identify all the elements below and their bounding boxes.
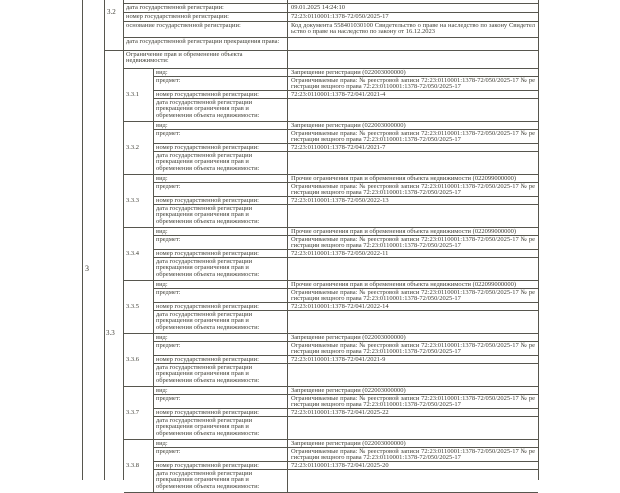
- row-label: предмет:: [154, 395, 288, 408]
- row-value: Ограничиваемые права: № реестровой записи 72:23:0110001:1378-72/050/2025-17 № регистрации вещного права 72:23:0110001:1378-72/050/2025-17: [291, 395, 535, 409]
- row-value: Ограничиваемые права: № реестровой записи 72:23:0110001:1378-72/050/2025-17 № регистрации вещного права 72:23:0110001:1378-72/050/2025-17: [291, 77, 535, 91]
- row-label: дата государственной регистрации прекращения ограничения прав и обременения объекта недвижимости:: [154, 205, 288, 227]
- row-label: предмет:: [154, 448, 288, 461]
- row-label: вид:: [154, 122, 288, 129]
- table-row-predmet: [154, 342, 538, 356]
- row-value: Ограничиваемые права: № реестровой записи 72:23:0110001:1378-72/050/2025-17 № регистрации вещного права 72:23:0110001:1378-72/050/2025-17: [291, 236, 535, 250]
- table-row-reg-number: [154, 356, 538, 364]
- row-value: Ограничиваемые права: № реестровой записи 72:23:0110001:1378-72/050/2025-17 № регистрации вещного права 72:23:0110001:1378-72/050/2025-17: [291, 183, 535, 197]
- row-value: 72:23:0110001:1378-72/050/2022-13: [291, 197, 389, 204]
- table-row-termination: [154, 205, 538, 227]
- row-label: номер государственной регистрации:: [154, 409, 288, 416]
- table-row-termination: [154, 258, 538, 280]
- restriction-block: [124, 175, 538, 228]
- table-row-reg-termination: [124, 38, 538, 51]
- row-label: дата государственной регистрации прекращения ограничения прав и обременения объекта недвижимости:: [154, 311, 288, 333]
- row-label: вид:: [154, 281, 288, 288]
- row-label: номер государственной регистрации:: [154, 462, 288, 469]
- table-row-predmet: [154, 448, 538, 462]
- row-label: предмет:: [154, 236, 288, 249]
- row-value: Ограничиваемые права: № реестровой записи 72:23:0110001:1378-72/050/2025-17 № регистрации вещного права 72:23:0110001:1378-72/050/2025-17: [291, 342, 535, 356]
- row-label: предмет:: [154, 342, 288, 355]
- row-label: предмет:: [154, 77, 288, 90]
- row-label: дата государственной регистрации прекращения ограничения прав и обременения объекта недвижимости:: [154, 470, 288, 492]
- row-value: Запрещение регистрации (022003000000): [291, 69, 406, 76]
- table-row-reg-number: [154, 91, 538, 99]
- table-row-predmet: [154, 236, 538, 250]
- table-row-vid: [154, 334, 538, 342]
- row-label: дата государственной регистрации:: [124, 4, 288, 12]
- subsection-3-3-number: 3.3: [106, 329, 115, 337]
- subsection-3-2-cell: [105, 0, 123, 51]
- row-label: основание государственной регистрации:: [124, 22, 288, 37]
- table-row-termination: [154, 152, 538, 174]
- row-value: 72:23:0110001:1378-72/050/2025-17: [291, 13, 389, 20]
- row-label: вид:: [154, 175, 288, 182]
- table-body: [124, 0, 538, 490]
- block-number: 3.3.4: [124, 228, 154, 280]
- row-label: дата государственной регистрации прекращения ограничения прав и обременения объекта недвижимости:: [154, 364, 288, 386]
- table-row-vid: [154, 228, 538, 236]
- table-row-termination: [154, 417, 538, 439]
- row-label: дата государственной регистрации прекращения ограничения прав и обременения объекта недвижимости:: [154, 417, 288, 439]
- table-row-reg-number: [154, 144, 538, 152]
- row-label: предмет:: [154, 289, 288, 302]
- row-value: [288, 364, 538, 386]
- row-value: 72:23:0110001:1378-72/041/2021-9: [291, 356, 386, 363]
- table-row-termination: [154, 311, 538, 333]
- restriction-block: [124, 440, 538, 493]
- table-row-vid: [154, 175, 538, 183]
- row-value: Прочие ограничения прав и обременения объекта недвижимости (022099000000): [291, 228, 516, 235]
- row-value: 72:23:0110001:1378-72/041/2021-7: [291, 144, 386, 151]
- table-row-termination: [154, 99, 538, 121]
- row-value: [288, 417, 538, 439]
- block-number: 3.3.6: [124, 334, 154, 386]
- row-value: Ограничиваемые права: № реестровой записи 72:23:0110001:1378-72/050/2025-17 № регистрации вещного права 72:23:0110001:1378-72/050/2025-17: [291, 130, 535, 144]
- table-row-reg-number: [154, 409, 538, 417]
- row-label: номер государственной регистрации:: [154, 91, 288, 98]
- row-label: номер государственной регистрации:: [154, 197, 288, 204]
- row-value: 72:23:0110001:1378-72/041/2025-22: [291, 409, 389, 416]
- row-label: дата государственной регистрации прекращения права:: [124, 38, 288, 50]
- block-number: 3.3.1: [124, 69, 154, 121]
- subsection-3-3-cell: [105, 51, 123, 480]
- block-number: 3.3.3: [124, 175, 154, 227]
- row-value: 72:23:0110001:1378-72/050/2022-11: [291, 250, 389, 257]
- row-value: [288, 470, 538, 492]
- row-value: Ограничиваемые права: № реестровой записи 72:23:0110001:1378-72/050/2025-17 № регистрации вещного права 72:23:0110001:1378-72/050/2025-17: [291, 448, 535, 462]
- row-label: номер государственной регистрации:: [124, 13, 288, 21]
- section-number: 3: [85, 264, 89, 273]
- row-label: вид:: [154, 228, 288, 235]
- table-row-restrictions-header: [124, 51, 538, 69]
- table-row-reg-number: [154, 197, 538, 205]
- table-row-reg-basis: [124, 22, 538, 38]
- restriction-block: [124, 334, 538, 387]
- row-label: номер государственной регистрации:: [154, 144, 288, 151]
- table-row-vid: [154, 440, 538, 448]
- row-label: предмет:: [154, 183, 288, 196]
- table-row-predmet: [154, 289, 538, 303]
- row-label: номер государственной регистрации:: [154, 303, 288, 310]
- subsection-3-2-number: 3.2: [107, 8, 116, 16]
- block-number: 3.3.7: [124, 387, 154, 439]
- row-value: [288, 38, 538, 50]
- row-value: Прочие ограничения прав и обременения объекта недвижимости (022099000000): [291, 281, 516, 288]
- block-number: 3.3.2: [124, 122, 154, 174]
- table-row-predmet: [154, 395, 538, 409]
- row-value: [288, 152, 538, 174]
- restriction-block: [124, 387, 538, 440]
- row-label: вид:: [154, 334, 288, 341]
- table-row-reg-number: [154, 462, 538, 470]
- row-label: дата государственной регистрации прекращения ограничения прав и обременения объекта недвижимости:: [154, 258, 288, 280]
- table-row-predmet: [154, 130, 538, 144]
- table-row-predmet: [154, 77, 538, 91]
- table-row-reg-number: [124, 13, 538, 22]
- row-label: дата государственной регистрации прекращения ограничения прав и обременения объекта недвижимости:: [154, 99, 288, 121]
- row-value: Код документа 558401030100 Свидетельство о праве на наследство по закону Свидетельство о праве на наследство по закону от 16.12.2023: [291, 22, 535, 36]
- row-value: [288, 99, 538, 121]
- restriction-block: [124, 69, 538, 122]
- table-row-reg-date: [124, 4, 538, 13]
- registration-table: [82, 0, 539, 490]
- row-label: номер государственной регистрации:: [154, 250, 288, 257]
- row-label: номер государственной регистрации:: [154, 356, 288, 363]
- block-number: 3.3.5: [124, 281, 154, 333]
- row-value: [288, 258, 538, 280]
- restriction-block: [124, 281, 538, 334]
- row-label: вид:: [154, 387, 288, 394]
- table-row-vid: [154, 122, 538, 130]
- row-value: 72:23:0110001:1378-72/041/2025-20: [291, 462, 389, 469]
- row-label: вид:: [154, 440, 288, 447]
- table-row-vid: [154, 387, 538, 395]
- row-value: 72:23:0110001:1378-72/041/2022-14: [291, 303, 389, 310]
- row-value: Запрещение регистрации (022003000000): [291, 440, 406, 447]
- restriction-block: [124, 122, 538, 175]
- row-value: Запрещение регистрации (022003000000): [291, 387, 406, 394]
- restrictions-header-label: Ограничение прав и обременение объекта недвижимости:: [124, 51, 288, 68]
- table-row-predmet: [154, 183, 538, 197]
- row-value: Ограничиваемые права: № реестровой записи 72:23:0110001:1378-72/050/2025-17 № регистрации вещного права 72:23:0110001:1378-72/050/2025-17: [291, 289, 535, 303]
- table-row-vid: [154, 69, 538, 77]
- row-label: предмет:: [154, 130, 288, 143]
- subsection-number-column: [105, 0, 124, 480]
- table-row-termination: [154, 470, 538, 492]
- table-row-termination: [154, 364, 538, 386]
- row-value: 72:23:0110001:1378-72/041/2021-4: [291, 91, 386, 98]
- row-value: [288, 311, 538, 333]
- row-value: 09.01.2025 14:24:10: [291, 4, 345, 11]
- row-value: Прочие ограничения прав и обременения объекта недвижимости (022099000000): [291, 175, 516, 182]
- table-row-reg-number: [154, 303, 538, 311]
- table-row-reg-number: [154, 250, 538, 258]
- row-value: [288, 205, 538, 227]
- row-label: дата государственной регистрации прекращения ограничения прав и обременения объекта недвижимости:: [154, 152, 288, 174]
- row-value: Запрещение регистрации (022003000000): [291, 122, 406, 129]
- row-label: вид:: [154, 69, 288, 76]
- row-value: Запрещение регистрации (022003000000): [291, 334, 406, 341]
- section-number-column: [83, 0, 105, 480]
- table-row-vid: [154, 281, 538, 289]
- block-number: 3.3.8: [124, 440, 154, 492]
- restriction-block: [124, 228, 538, 281]
